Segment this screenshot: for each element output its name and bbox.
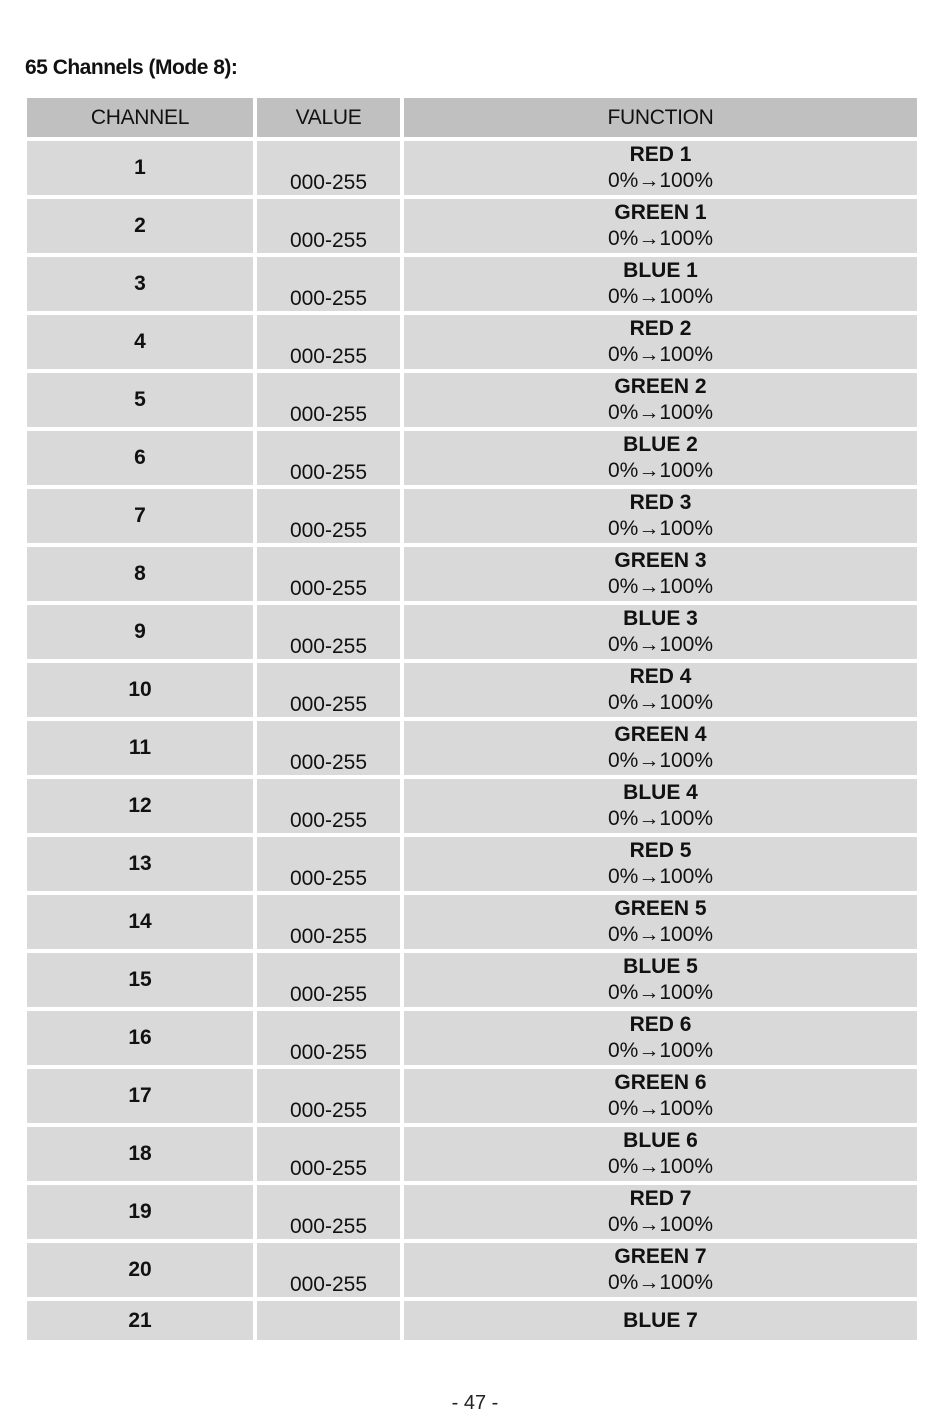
header-value: VALUE — [257, 98, 400, 137]
function-range: 0%→100% — [607, 343, 714, 366]
function-range: 0%→100% — [607, 1097, 714, 1120]
channel-cell: 14 — [27, 895, 253, 949]
table-row — [27, 1243, 917, 1297]
function-range: 0%→100% — [607, 749, 714, 772]
function-name: RED 4 — [629, 665, 692, 688]
value-range-text: 000-255 — [289, 1041, 368, 1064]
function-cell — [404, 895, 917, 949]
channel-cell: 10 — [27, 663, 253, 717]
function-cell — [404, 837, 917, 891]
table-row — [27, 141, 917, 195]
function-name: BLUE 6 — [623, 1129, 698, 1152]
function-cell — [404, 431, 917, 485]
dmx-channel-table — [23, 94, 921, 1344]
channel-cell: 16 — [27, 1011, 253, 1065]
value-cell — [257, 1011, 400, 1065]
channel-cell: 4 — [27, 315, 253, 369]
function-range: 0%→100% — [607, 1213, 714, 1236]
function-name: RED 7 — [629, 1187, 692, 1210]
function-range: 0%→100% — [607, 401, 714, 424]
value-cell — [257, 1243, 400, 1297]
function-name: GREEN 4 — [614, 723, 707, 746]
function-cell — [404, 1011, 917, 1065]
function-name: BLUE 2 — [623, 433, 698, 456]
function-cell — [404, 1185, 917, 1239]
channel-cell: 11 — [27, 721, 253, 775]
function-name: GREEN 3 — [614, 549, 707, 572]
function-cell — [404, 1243, 917, 1297]
value-range-text: 000-255 — [289, 809, 368, 832]
value-range-text: 000-255 — [289, 577, 368, 600]
channel-cell: 1 — [27, 141, 253, 195]
function-name: GREEN 5 — [614, 897, 707, 920]
table-row — [27, 837, 917, 891]
table-row — [27, 547, 917, 601]
table-header-row — [27, 98, 917, 137]
channel-cell: 19 — [27, 1185, 253, 1239]
function-range: 0%→100% — [607, 169, 714, 192]
table-row — [27, 199, 917, 253]
function-cell — [404, 953, 917, 1007]
channel-cell: 17 — [27, 1069, 253, 1123]
function-cell — [404, 257, 917, 311]
channel-cell: 2 — [27, 199, 253, 253]
channel-cell: 15 — [27, 953, 253, 1007]
function-range: 0%→100% — [607, 633, 714, 656]
channel-cell: 21 — [27, 1301, 253, 1340]
function-cell — [404, 779, 917, 833]
value-range-text: 000-255 — [289, 635, 368, 658]
table-row — [27, 605, 917, 659]
channel-cell: 8 — [27, 547, 253, 601]
table-row — [27, 1185, 917, 1239]
table-row — [27, 315, 917, 369]
value-cell — [257, 547, 400, 601]
function-cell — [404, 663, 917, 717]
header-function: FUNCTION — [404, 98, 917, 137]
table-row — [27, 1011, 917, 1065]
table-row — [27, 721, 917, 775]
function-cell — [404, 1301, 917, 1340]
value-cell — [257, 199, 400, 253]
channel-cell: 3 — [27, 257, 253, 311]
function-name: BLUE 4 — [623, 781, 698, 804]
channel-cell: 9 — [27, 605, 253, 659]
function-cell — [404, 315, 917, 369]
value-range-text: 000-255 — [289, 287, 368, 310]
channel-cell: 12 — [27, 779, 253, 833]
function-name: BLUE 3 — [623, 607, 698, 630]
value-cell — [257, 431, 400, 485]
table-row — [27, 373, 917, 427]
value-range-text: 000-255 — [289, 751, 368, 774]
value-range-text: 000-255 — [289, 1273, 368, 1296]
function-range: 0%→100% — [607, 459, 714, 482]
page-number: - 47 - — [451, 1392, 499, 1414]
function-range: 0%→100% — [607, 227, 714, 250]
function-name: BLUE 7 — [623, 1308, 698, 1332]
table-row — [27, 431, 917, 485]
table-row — [27, 953, 917, 1007]
value-cell — [257, 315, 400, 369]
function-name: BLUE 1 — [623, 259, 698, 282]
header-channel: CHANNEL — [27, 98, 253, 137]
table-row — [27, 489, 917, 543]
function-name: RED 5 — [629, 839, 692, 862]
table-row — [27, 779, 917, 833]
value-cell — [257, 489, 400, 543]
function-name: RED 6 — [629, 1013, 692, 1036]
table-row — [27, 1301, 917, 1340]
channel-cell: 6 — [27, 431, 253, 485]
function-cell — [404, 547, 917, 601]
value-cell — [257, 837, 400, 891]
channel-cell: 13 — [27, 837, 253, 891]
value-range-text: 000-255 — [289, 229, 368, 252]
function-cell — [404, 605, 917, 659]
value-cell — [257, 895, 400, 949]
value-cell — [257, 721, 400, 775]
value-range-text: 000-255 — [289, 983, 368, 1006]
function-range: 0%→100% — [607, 1155, 714, 1178]
function-name: RED 2 — [629, 317, 692, 340]
table-row — [27, 1127, 917, 1181]
function-cell — [404, 199, 917, 253]
value-cell — [257, 663, 400, 717]
value-cell — [257, 257, 400, 311]
table-row — [27, 895, 917, 949]
table-row — [27, 257, 917, 311]
function-range: 0%→100% — [607, 1271, 714, 1294]
function-range: 0%→100% — [607, 691, 714, 714]
function-cell — [404, 1127, 917, 1181]
value-range-text: 000-255 — [289, 693, 368, 716]
channel-cell: 18 — [27, 1127, 253, 1181]
value-cell — [257, 779, 400, 833]
value-range-text: 000-255 — [289, 1215, 368, 1238]
value-cell — [257, 141, 400, 195]
value-range-text: 000-255 — [289, 345, 368, 368]
table-row — [27, 663, 917, 717]
function-range: 0%→100% — [607, 807, 714, 830]
channel-cell: 20 — [27, 1243, 253, 1297]
value-cell — [257, 1301, 400, 1340]
value-range-text: 000-255 — [289, 519, 368, 542]
value-cell — [257, 953, 400, 1007]
value-range-text: 000-255 — [289, 925, 368, 948]
value-cell — [257, 373, 400, 427]
section-title: 65 Channels (Mode 8): — [25, 56, 238, 79]
value-cell — [257, 605, 400, 659]
table-row — [27, 1069, 917, 1123]
function-cell — [404, 141, 917, 195]
function-name: GREEN 1 — [614, 201, 707, 224]
function-name: GREEN 6 — [614, 1071, 707, 1094]
function-range: 0%→100% — [607, 981, 714, 1004]
value-range-text: 000-255 — [289, 461, 368, 484]
function-name: BLUE 5 — [623, 955, 698, 978]
function-range: 0%→100% — [607, 1039, 714, 1062]
channel-cell: 5 — [27, 373, 253, 427]
value-range-text: 000-255 — [289, 867, 368, 890]
function-range: 0%→100% — [607, 865, 714, 888]
function-range: 0%→100% — [607, 923, 714, 946]
value-range-text: 000-255 — [289, 1099, 368, 1122]
function-cell — [404, 721, 917, 775]
value-cell — [257, 1069, 400, 1123]
value-range-text: 000-255 — [289, 171, 368, 194]
function-cell — [404, 1069, 917, 1123]
function-range: 0%→100% — [607, 285, 714, 308]
function-name: RED 1 — [629, 143, 692, 166]
function-range: 0%→100% — [607, 575, 714, 598]
function-name: GREEN 7 — [614, 1245, 707, 1268]
function-range: 0%→100% — [607, 517, 714, 540]
channel-cell: 7 — [27, 489, 253, 543]
value-range-text: 000-255 — [289, 403, 368, 426]
value-cell — [257, 1127, 400, 1181]
table-body — [27, 141, 917, 1340]
value-cell — [257, 1185, 400, 1239]
function-name: RED 3 — [629, 491, 692, 514]
value-range-text: 000-255 — [289, 1157, 368, 1180]
function-cell — [404, 373, 917, 427]
function-name: GREEN 2 — [614, 375, 707, 398]
function-cell — [404, 489, 917, 543]
